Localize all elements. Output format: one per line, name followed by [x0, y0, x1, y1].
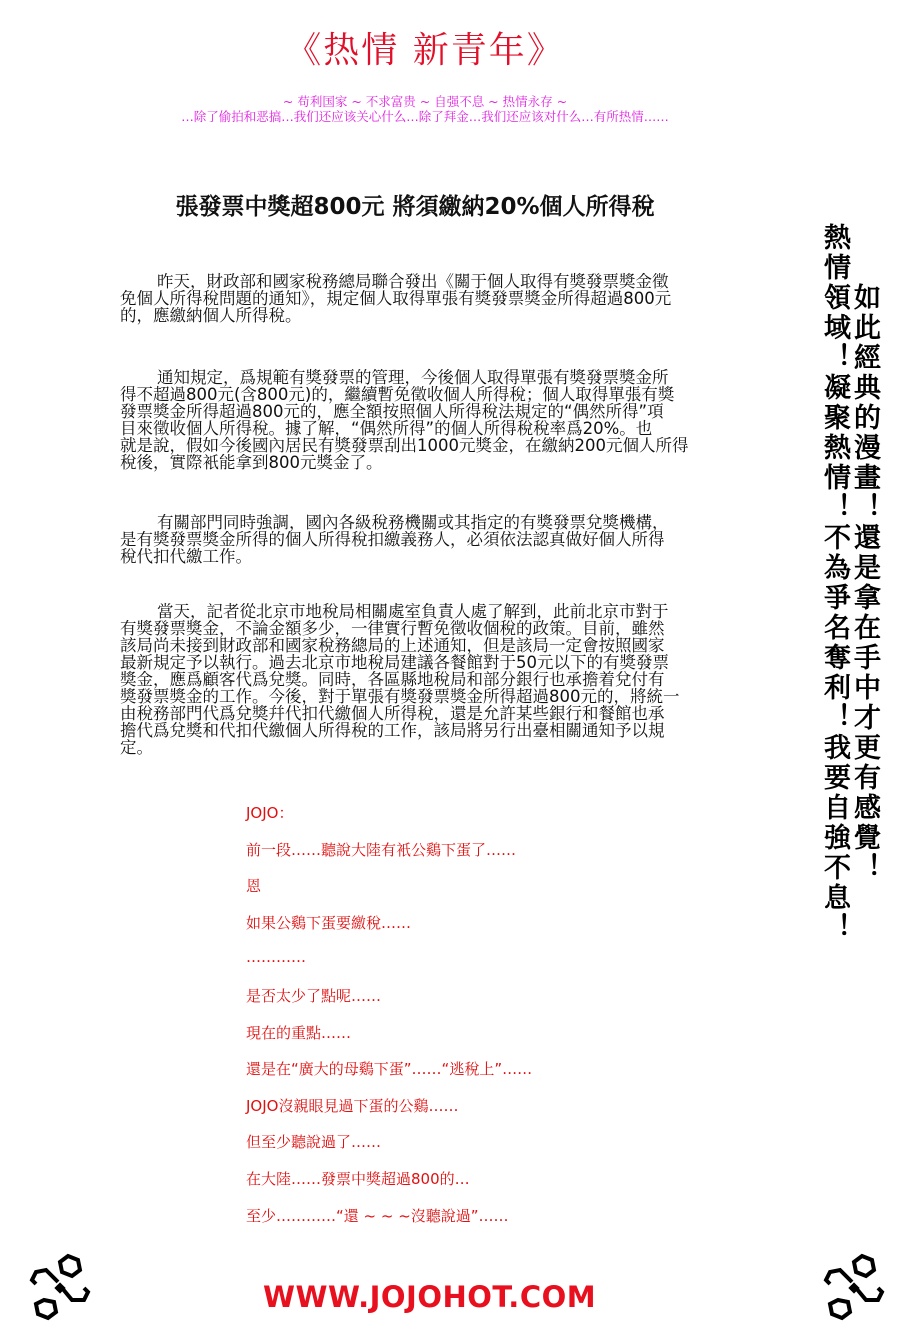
jojo-commentary — [246, 802, 532, 1241]
comment-line: 是否太少了點呢…… — [246, 986, 382, 1005]
text-line: 的，應繳納個人所得稅。 — [120, 306, 302, 325]
text-line: 定。 — [120, 738, 153, 757]
text-line: 發票獎金所得超過800元的，應全額按照個人所得稅法規定的“偶然所得”項 — [120, 402, 664, 421]
article-paragraph-2 — [120, 369, 730, 471]
comment-line: 現在的重點…… — [246, 1023, 352, 1042]
article-paragraph-1 — [120, 273, 730, 324]
comment-line: 至少…………“還 ~ ~ ~沒聽說過”…… — [246, 1206, 509, 1225]
text-line: 擔代爲兌獎和代扣代繳個人所得稅的工作，該局將另行出臺相關通知予以規 — [120, 721, 665, 740]
slogan-line-1: ~ 苟利国家 ~ 不求富贵 ~ 自强不息 ~ 热情永存 ~ — [282, 94, 568, 109]
text-line: 是有獎發票獎金所得的個人所得稅扣繳義務人，必須依法認真做好個人所得 — [120, 530, 665, 549]
text-line: 獎金，應爲顧客代爲兌獎。同時，各區縣地稅局和部分銀行也承擔着兌付有 — [120, 670, 665, 689]
text-line: 獎發票獎金的工作。今後，對于單張有獎發票獎金所得超過800元的，將統一 — [120, 687, 680, 706]
comment-line: 前一段……聽說大陸有衹公鷄下蛋了…… — [246, 840, 517, 859]
article-title: 張發票中獎超800元 將須繳納20%個人所得稅 — [175, 194, 655, 220]
text-line: 得不超過800元(含800元)的，繼續暫免徵收個人所得稅；個人取得單張有獎 — [120, 385, 675, 404]
text-line: 免個人所得稅問題的通知》，規定個人取得單張有獎發票獎金所得超過800元 — [120, 289, 672, 308]
text-line: 稅代扣代繳工作。 — [120, 547, 252, 566]
text-line: 當天，記者從北京市地稅局相關處室負責人處了解到，此前北京市對于 — [157, 602, 669, 621]
text-line: 目來徵收個人所得稅。據了解，“偶然所得”的個人所得稅稅率爲20%。也 — [120, 419, 653, 438]
comment-line: 恩 — [246, 877, 262, 896]
text-line: 有獎發票獎金，不論金額多少，一律實行暫免徵收個稅的政策。目前，雖然 — [120, 619, 665, 638]
text-line: 通知規定，爲規範有獎發票的管理，今後個人取得單張有獎發票獎金所 — [157, 368, 669, 387]
text-line: 由稅務部門代爲兌獎幷代扣代繳個人所得稅，還是允許某些銀行和餐館也承 — [120, 704, 665, 723]
text-line: 有關部門同時強調，國內各級稅務機關或其指定的有獎發票兌獎機構， — [157, 513, 669, 532]
site-url-link[interactable]: WWW.JOJOHOT.COM — [263, 1280, 597, 1314]
comment-line: 還是在“廣大的母鷄下蛋”……“逃稅上”…… — [246, 1060, 533, 1079]
comment-line: JOJO： — [246, 804, 294, 822]
ornament-right-icon — [818, 1252, 890, 1324]
text-line: 最新規定予以執行。過去北京市地稅局建議各餐館對于50元以下的有獎發票 — [120, 653, 669, 672]
comment-line: 但至少聽說過了…… — [246, 1133, 382, 1152]
comment-line: 在大陸……發票中獎超過800的… — [246, 1169, 470, 1188]
comment-line: JOJO沒親眼見過下蛋的公鷄…… — [246, 1096, 459, 1115]
text-line: 該局尚未接到財政部和國家稅務總局的上述通知，但是該局一定會按照國家 — [120, 636, 665, 655]
masthead-title: 《热情 新青年》 — [285, 30, 565, 71]
sidebar-slogan-left: 熱情領域！凝聚熱情！不為爭名奪利！我要自強不息！ — [819, 223, 850, 943]
text-line: 昨天，財政部和國家稅務總局聯合發出《關于個人取得有獎發票獎金徵 — [157, 272, 669, 291]
sidebar-slogan-right: 如此經典的漫畫！還是拿在手中才更有感覺！ — [849, 283, 880, 883]
article-paragraph-3 — [120, 514, 730, 565]
text-line: 稅後，實際衹能拿到800元獎金了。 — [120, 453, 383, 472]
ornament-left-icon — [24, 1252, 96, 1324]
slogan-line-2: …除了偷拍和恶搞…我们还应该关心什么…除了拜金…我们还应该对什么…有所热情…… — [181, 109, 669, 124]
comment-line: ………… — [246, 948, 306, 967]
article-paragraph-4 — [120, 603, 730, 756]
text-line: 就是說，假如今後國內居民有獎發票刮出1000元獎金，在繳納200元個人所得 — [120, 436, 689, 455]
comment-line: 如果公鷄下蛋要繳稅…… — [246, 913, 412, 932]
